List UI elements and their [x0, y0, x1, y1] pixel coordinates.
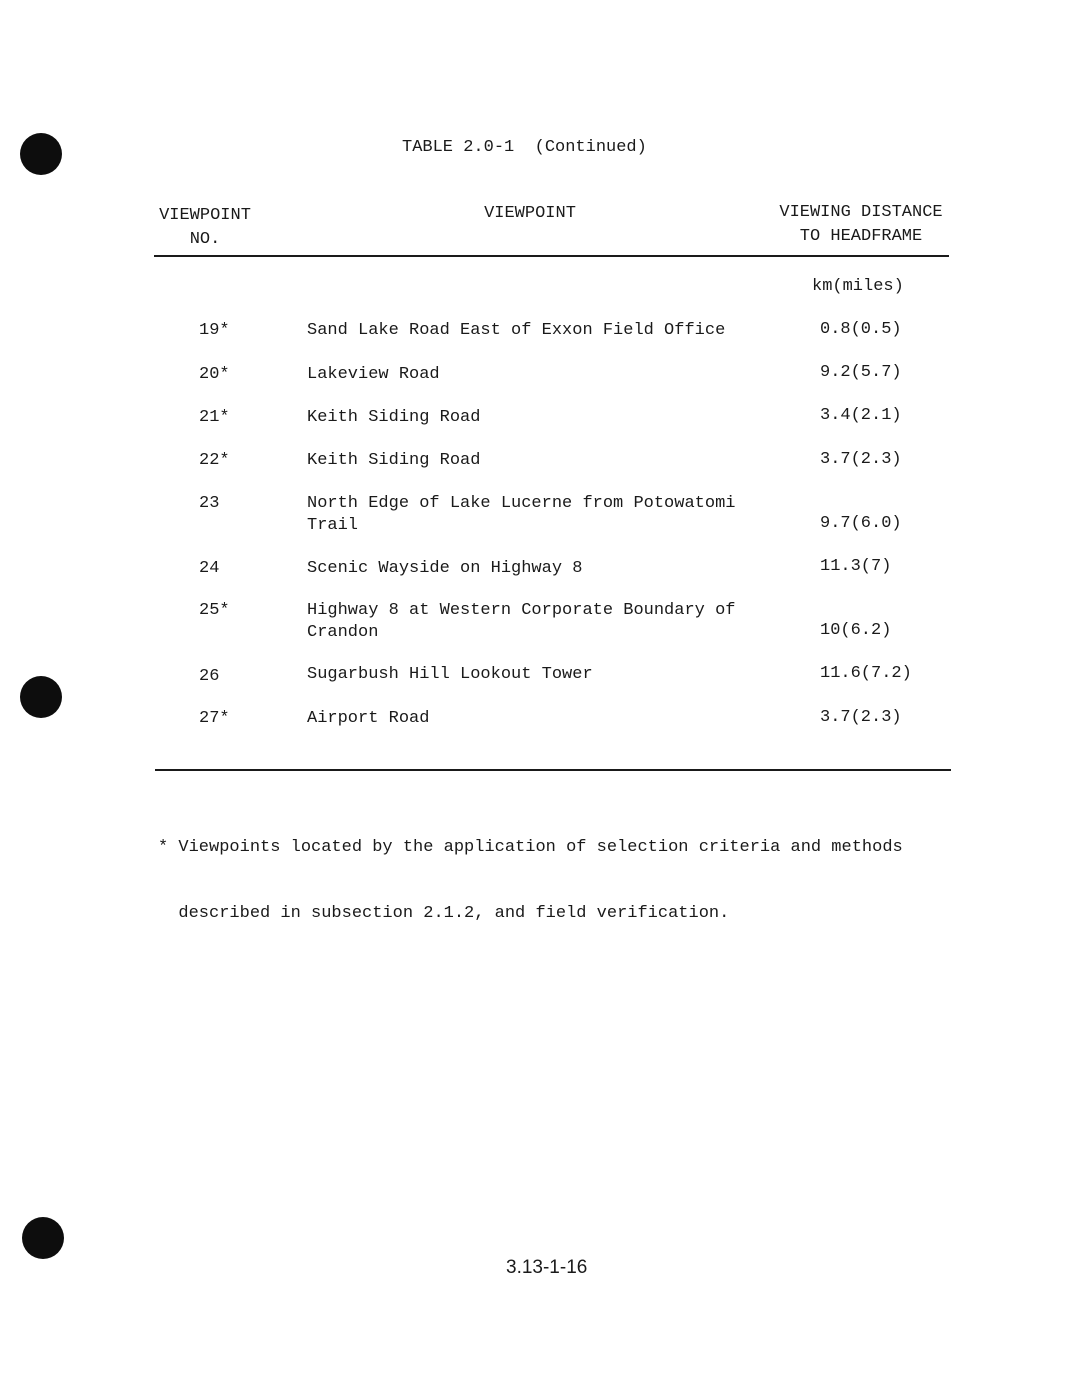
binder-hole-middle	[20, 676, 62, 718]
row-number: 23	[199, 494, 220, 513]
row-number: 27*	[199, 709, 230, 728]
footnote	[158, 793, 903, 947]
row-viewpoint: North Edge of Lake Lucerne from Potowatomi Trail	[307, 494, 736, 535]
header-viewing-distance-line2: TO HEADFRAME	[799, 227, 923, 246]
row-number: 20*	[199, 365, 230, 384]
row-distance: 9.2(5.7)	[820, 363, 902, 382]
row-viewpoint: Sugarbush Hill Lookout Tower	[307, 665, 593, 684]
page-number: 3.13-1-16	[506, 1257, 588, 1278]
row-number: 24	[199, 559, 220, 578]
row-viewpoint: Scenic Wayside on Highway 8	[307, 559, 583, 578]
header-viewpoint: VIEWPOINT	[484, 204, 576, 223]
row-viewpoint: Keith Siding Road	[307, 408, 481, 427]
footer-rule	[155, 769, 951, 771]
table-title: TABLE 2.0-1 (Continued)	[402, 138, 647, 157]
row-number: 25*	[199, 601, 230, 620]
row-viewpoint: Keith Siding Road	[307, 451, 481, 470]
header-viewing-distance	[770, 201, 952, 249]
row-distance: 11.6(7.2)	[820, 664, 912, 683]
row-distance: 11.3(7)	[820, 557, 892, 576]
row-distance: 0.8(0.5)	[820, 320, 902, 339]
row-number: 21*	[199, 408, 230, 427]
row-number: 26	[199, 667, 220, 686]
row-distance: 3.7(2.3)	[820, 708, 902, 727]
header-viewpoint-no	[150, 204, 260, 252]
row-viewpoint: Lakeview Road	[307, 365, 440, 384]
row-distance: 3.7(2.3)	[820, 450, 902, 469]
row-number: 22*	[199, 451, 230, 470]
footnote-line2: described in subsection 2.1.2, and field verification.	[158, 904, 730, 923]
binder-hole-bottom	[22, 1217, 64, 1259]
unit-label: km(miles)	[812, 277, 904, 296]
row-viewpoint: Sand Lake Road East of Exxon Field Office	[307, 321, 726, 340]
row-viewpoint: Highway 8 at Western Corporate Boundary of Crandon	[307, 601, 736, 642]
footnote-line1: * Viewpoints located by the application of selection criteria and methods	[158, 838, 903, 857]
row-distance: 10(6.2)	[820, 621, 892, 640]
header-viewpoint-no-line1: VIEWPOINT	[159, 206, 251, 225]
row-number: 19*	[199, 321, 230, 340]
header-rule	[154, 255, 949, 257]
header-viewpoint-no-line2: NO.	[189, 230, 221, 249]
header-viewing-distance-line1: VIEWING DISTANCE	[779, 203, 943, 222]
row-distance: 3.4(2.1)	[820, 406, 902, 425]
row-distance: 9.7(6.0)	[820, 514, 902, 533]
binder-hole-top	[20, 133, 62, 175]
row-viewpoint: Airport Road	[307, 709, 430, 728]
